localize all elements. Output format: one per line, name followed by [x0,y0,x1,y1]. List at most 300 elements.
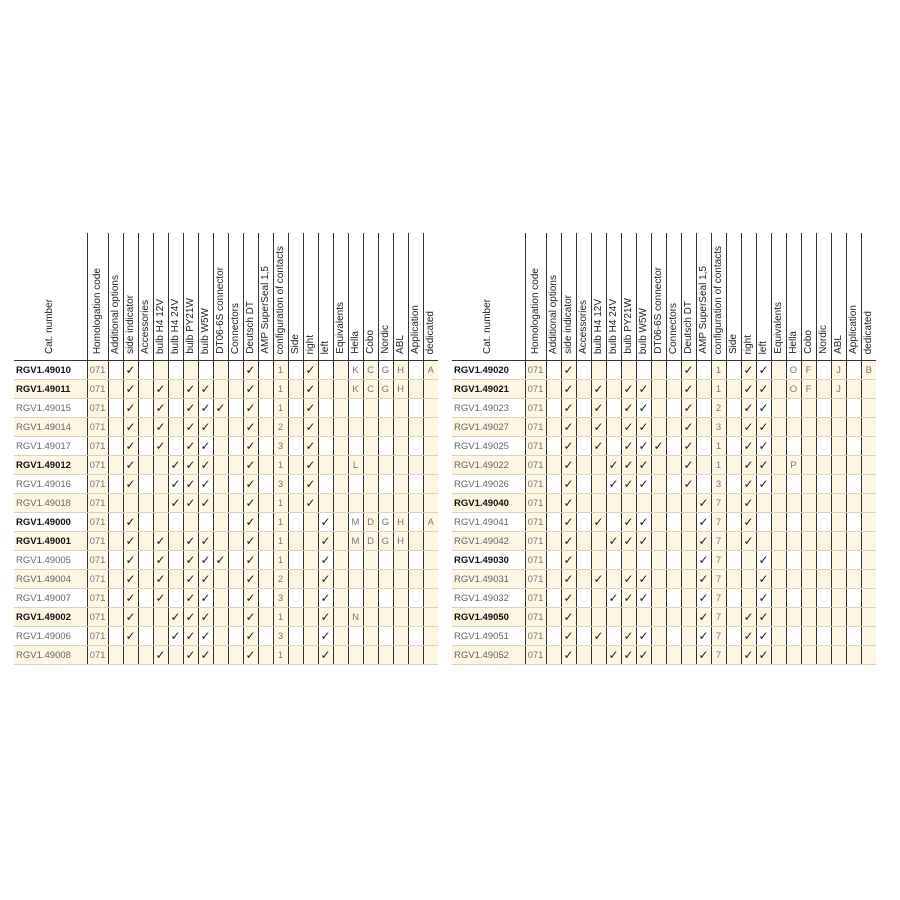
cell-nordic [816,418,831,437]
column-header-label: Homologation code [529,267,541,354]
cell-connectors [666,532,681,551]
cell-deutsch-dt: ✓ [681,456,696,475]
column-header-equivalents [333,233,348,361]
cell-additional-options [546,494,561,513]
column-header-bulb-py21w [183,233,198,361]
column-header-label: left [757,340,769,354]
table-row [452,437,876,456]
cat-number-cell: RGV1.49022 [452,456,525,475]
cell-equivalents [333,608,348,627]
cell-bulb-h4-12v: ✓ [153,437,168,456]
cell-configuration-of-contacts: 2 [273,570,288,589]
cell-accessories [138,570,153,589]
cell-bulb-h4-12v: ✓ [153,570,168,589]
cell-homologation-code: 071 [525,418,546,437]
cell-cobo [363,494,378,513]
cell-configuration-of-contacts: 7 [711,532,726,551]
cell-left: ✓ [318,551,333,570]
cell-abl [393,551,408,570]
cell-bulb-w5w: ✓ [636,570,651,589]
cell-application [846,456,861,475]
cell-right: ✓ [741,361,756,380]
cell-dedicated [423,494,438,513]
cell-nordic [816,437,831,456]
column-header-bulb-w5w [198,233,213,361]
cell-application [846,551,861,570]
cell-homologation-code: 071 [525,494,546,513]
column-header-application [846,233,861,361]
cell-cobo [801,475,816,494]
cell-bulb-w5w: ✓ [636,627,651,646]
cell-nordic: G [378,513,393,532]
cell-left: ✓ [756,361,771,380]
cell-dt06-6s-connector [651,399,666,418]
cell-bulb-w5w: ✓ [198,437,213,456]
cell-bulb-h4-12v [591,589,606,608]
cell-application [846,532,861,551]
cell-nordic [378,589,393,608]
cell-bulb-h4-24v [168,589,183,608]
cell-bulb-w5w: ✓ [636,589,651,608]
cell-configuration-of-contacts: 1 [273,532,288,551]
cell-configuration-of-contacts: 7 [711,589,726,608]
table-row [14,361,438,380]
cell-side-indicator: ✓ [561,456,576,475]
cell-additional-options [546,475,561,494]
column-header-label: dedicated [424,310,436,354]
cell-equivalents [333,494,348,513]
cell-additional-options [108,570,123,589]
cell-side [726,475,741,494]
cell-dt06-6s-connector [213,627,228,646]
cell-side-indicator: ✓ [123,627,138,646]
cell-bulb-py21w: ✓ [621,646,636,665]
cell-bulb-h4-24v [168,380,183,399]
cell-side-indicator: ✓ [123,361,138,380]
cell-right: ✓ [741,380,756,399]
cell-amp-superseal-1-5 [258,456,273,475]
cell-bulb-h4-24v: ✓ [606,646,621,665]
cell-abl [393,456,408,475]
cell-abl [393,399,408,418]
cell-accessories [138,532,153,551]
cell-abl [393,608,408,627]
cell-bulb-py21w: ✓ [183,551,198,570]
cell-additional-options [108,399,123,418]
cell-application [846,361,861,380]
cell-bulb-h4-12v: ✓ [591,570,606,589]
cell-side-indicator: ✓ [123,608,138,627]
cell-connectors [228,437,243,456]
cell-homologation-code: 071 [525,646,546,665]
cell-abl: J [831,380,846,399]
cell-left [318,475,333,494]
cell-homologation-code: 071 [87,608,108,627]
cell-abl [831,456,846,475]
cell-bulb-h4-12v: ✓ [153,418,168,437]
header-row [452,233,876,361]
cat-number-cell: RGV1.49005 [14,551,87,570]
cell-right [303,570,318,589]
cell-bulb-py21w: ✓ [183,475,198,494]
table-row [14,513,438,532]
cell-cobo [801,513,816,532]
cell-bulb-py21w: ✓ [183,627,198,646]
cell-equivalents [771,551,786,570]
cell-hella: N [348,608,363,627]
cell-abl: H [393,532,408,551]
cell-configuration-of-contacts: 7 [711,551,726,570]
cell-amp-superseal-1-5: ✓ [696,513,711,532]
cell-bulb-py21w: ✓ [621,399,636,418]
cell-left: ✓ [756,399,771,418]
cell-bulb-h4-24v [606,551,621,570]
cell-connectors [666,627,681,646]
cell-configuration-of-contacts: 1 [273,380,288,399]
cell-bulb-py21w: ✓ [183,418,198,437]
cell-additional-options [108,646,123,665]
cell-bulb-w5w [198,361,213,380]
cell-dt06-6s-connector [651,646,666,665]
cell-application [846,494,861,513]
cell-cobo [801,532,816,551]
cell-equivalents [771,456,786,475]
cell-bulb-h4-24v [168,551,183,570]
cell-bulb-h4-12v: ✓ [591,513,606,532]
cell-dedicated: B [861,361,876,380]
cell-application [408,399,423,418]
cell-side [288,608,303,627]
cell-application [408,646,423,665]
cat-number-cell: RGV1.49001 [14,532,87,551]
table-row [452,456,876,475]
cell-bulb-w5w: ✓ [198,418,213,437]
cell-abl: H [393,513,408,532]
header-row [14,233,438,361]
cat-number-cell: RGV1.49026 [452,475,525,494]
cell-connectors [666,456,681,475]
column-header-dedicated [423,233,438,361]
table-row [14,456,438,475]
cell-hella [348,475,363,494]
cell-configuration-of-contacts: 3 [273,589,288,608]
cell-equivalents [333,456,348,475]
cell-nordic [816,608,831,627]
cell-bulb-h4-24v [606,494,621,513]
cell-dt06-6s-connector: ✓ [651,437,666,456]
cell-equivalents [771,570,786,589]
cell-bulb-w5w [636,551,651,570]
cell-side-indicator: ✓ [123,456,138,475]
cell-cobo [363,570,378,589]
cell-side-indicator: ✓ [123,551,138,570]
cell-side [288,494,303,513]
cell-additional-options [546,646,561,665]
cell-right [741,551,756,570]
cell-side [288,627,303,646]
cell-cobo [363,646,378,665]
cell-additional-options [108,361,123,380]
cat-number-cell: RGV1.49040 [452,494,525,513]
cell-right [741,570,756,589]
cell-amp-superseal-1-5 [258,399,273,418]
cell-deutsch-dt [681,589,696,608]
cell-nordic [816,513,831,532]
cell-accessories [576,361,591,380]
cell-side-indicator: ✓ [561,437,576,456]
table-row [452,418,876,437]
cell-equivalents [771,494,786,513]
cell-dt06-6s-connector [213,570,228,589]
cell-nordic [816,532,831,551]
cell-connectors [228,532,243,551]
cell-cobo: D [363,532,378,551]
table-row [14,646,438,665]
cell-connectors [666,608,681,627]
table-row [14,437,438,456]
table-row [14,418,438,437]
cell-hella [786,418,801,437]
cell-cobo: F [801,361,816,380]
cell-homologation-code: 071 [525,627,546,646]
cell-connectors [228,608,243,627]
cell-homologation-code: 071 [525,456,546,475]
cell-equivalents [771,418,786,437]
column-header-label: bulb PY21W [622,298,634,354]
cell-connectors [666,551,681,570]
cell-application [846,608,861,627]
cell-homologation-code: 071 [525,551,546,570]
cell-bulb-h4-24v: ✓ [606,475,621,494]
cell-hella: P [786,456,801,475]
cell-deutsch-dt [681,551,696,570]
cell-dedicated [861,494,876,513]
cell-accessories [576,513,591,532]
cell-bulb-w5w: ✓ [636,456,651,475]
cell-bulb-py21w: ✓ [183,608,198,627]
cell-nordic [378,475,393,494]
cell-connectors [666,646,681,665]
cat-number-cell: RGV1.49042 [452,532,525,551]
cell-side [288,570,303,589]
cell-application [846,627,861,646]
cell-dedicated [861,646,876,665]
cell-hella [348,589,363,608]
cell-equivalents [771,646,786,665]
cell-right: ✓ [303,494,318,513]
cell-left: ✓ [756,570,771,589]
cell-connectors [228,513,243,532]
cell-side [288,551,303,570]
cell-right: ✓ [741,475,756,494]
cell-deutsch-dt [681,570,696,589]
cell-right: ✓ [741,627,756,646]
column-header-label: Application [409,305,421,354]
cell-application [408,627,423,646]
cell-application [846,437,861,456]
cell-homologation-code: 071 [87,456,108,475]
cell-left [756,513,771,532]
cat-number-cell: RGV1.49032 [452,589,525,608]
cell-bulb-py21w [183,513,198,532]
cell-configuration-of-contacts: 1 [273,399,288,418]
column-header-cobo [801,233,816,361]
table-row [14,380,438,399]
cell-side-indicator: ✓ [561,627,576,646]
cell-equivalents [333,418,348,437]
cell-nordic: G [378,532,393,551]
cell-accessories [138,494,153,513]
cell-accessories [576,570,591,589]
cell-cobo [801,437,816,456]
cell-hella: O [786,361,801,380]
cell-left: ✓ [318,608,333,627]
column-header-label: dedicated [862,310,874,354]
cell-bulb-w5w: ✓ [636,646,651,665]
cell-accessories [138,437,153,456]
cell-additional-options [108,589,123,608]
cell-configuration-of-contacts: 2 [273,418,288,437]
cat-number-cell: RGV1.49011 [14,380,87,399]
table-row [14,494,438,513]
cell-homologation-code: 071 [525,437,546,456]
cell-bulb-w5w: ✓ [198,608,213,627]
table-row [14,532,438,551]
cell-equivalents [333,361,348,380]
cell-amp-superseal-1-5 [258,437,273,456]
cell-dt06-6s-connector: ✓ [213,551,228,570]
cell-configuration-of-contacts: 3 [711,418,726,437]
column-header-cat-number [452,233,525,361]
cell-dt06-6s-connector [213,646,228,665]
cell-accessories [138,361,153,380]
cell-homologation-code: 071 [87,532,108,551]
cell-amp-superseal-1-5: ✓ [696,532,711,551]
cell-additional-options [108,532,123,551]
column-header-side-indicator [561,233,576,361]
cell-bulb-h4-24v: ✓ [168,494,183,513]
cell-bulb-h4-24v: ✓ [168,627,183,646]
cell-bulb-h4-24v [606,627,621,646]
cell-bulb-w5w: ✓ [198,456,213,475]
cell-dt06-6s-connector [213,456,228,475]
column-header-label: configuration of contacts [712,245,724,354]
cell-equivalents [333,570,348,589]
cell-nordic [378,494,393,513]
cell-hella [348,399,363,418]
cell-bulb-h4-24v [168,646,183,665]
cell-dt06-6s-connector [213,532,228,551]
column-header-label: side indicator [562,295,574,354]
cell-side-indicator: ✓ [123,532,138,551]
cell-additional-options [108,513,123,532]
cell-additional-options [108,380,123,399]
cell-additional-options [546,437,561,456]
cell-accessories [138,399,153,418]
cell-bulb-w5w: ✓ [198,627,213,646]
cat-number-cell: RGV1.49030 [452,551,525,570]
catalog-table-left [14,233,438,665]
cell-side [726,589,741,608]
cell-amp-superseal-1-5 [258,494,273,513]
cell-cobo [801,456,816,475]
cell-side-indicator: ✓ [561,532,576,551]
cell-nordic [378,627,393,646]
cell-accessories [138,551,153,570]
cell-homologation-code: 071 [87,380,108,399]
cell-side-indicator: ✓ [561,494,576,513]
cell-side [726,418,741,437]
cat-number-cell: RGV1.49006 [14,627,87,646]
cell-dt06-6s-connector [213,437,228,456]
cell-side [288,456,303,475]
cell-accessories [576,475,591,494]
cell-deutsch-dt: ✓ [243,589,258,608]
cell-accessories [576,627,591,646]
cell-cobo [801,570,816,589]
cell-configuration-of-contacts: 1 [273,494,288,513]
cell-connectors [666,475,681,494]
cell-hella: M [348,513,363,532]
cell-bulb-h4-12v: ✓ [153,551,168,570]
cell-homologation-code: 071 [525,399,546,418]
cell-hella [786,551,801,570]
cell-side [726,380,741,399]
cell-nordic [378,551,393,570]
cell-bulb-w5w: ✓ [636,399,651,418]
cell-homologation-code: 071 [525,570,546,589]
cell-dt06-6s-connector [213,494,228,513]
cell-abl: H [393,361,408,380]
cell-side [726,513,741,532]
cell-left [318,437,333,456]
table-row [452,646,876,665]
cell-abl: J [831,361,846,380]
cell-accessories [576,551,591,570]
cell-dt06-6s-connector [651,627,666,646]
cell-bulb-h4-12v [153,608,168,627]
cell-hella: K [348,380,363,399]
cell-accessories [576,646,591,665]
column-header-side [726,233,741,361]
column-header-label: Equivalents [772,302,784,354]
cell-side [726,532,741,551]
cell-dt06-6s-connector [213,608,228,627]
cell-left [318,494,333,513]
cell-bulb-h4-12v [591,646,606,665]
cell-bulb-h4-12v [591,475,606,494]
cell-bulb-h4-24v: ✓ [606,532,621,551]
cell-abl [831,494,846,513]
cell-dt06-6s-connector [651,456,666,475]
cell-nordic: G [378,380,393,399]
cell-amp-superseal-1-5 [696,418,711,437]
cell-additional-options [546,456,561,475]
cell-bulb-h4-24v [168,532,183,551]
column-header-amp-superseal-1-5 [696,233,711,361]
cell-abl [393,646,408,665]
cell-bulb-h4-12v [153,361,168,380]
cell-additional-options [546,608,561,627]
cell-cobo [801,589,816,608]
cell-right [303,513,318,532]
cell-deutsch-dt: ✓ [243,608,258,627]
column-header-label: side indicator [124,295,136,354]
cell-homologation-code: 071 [525,361,546,380]
cell-left: ✓ [756,475,771,494]
cell-bulb-py21w: ✓ [621,627,636,646]
cell-amp-superseal-1-5 [696,437,711,456]
